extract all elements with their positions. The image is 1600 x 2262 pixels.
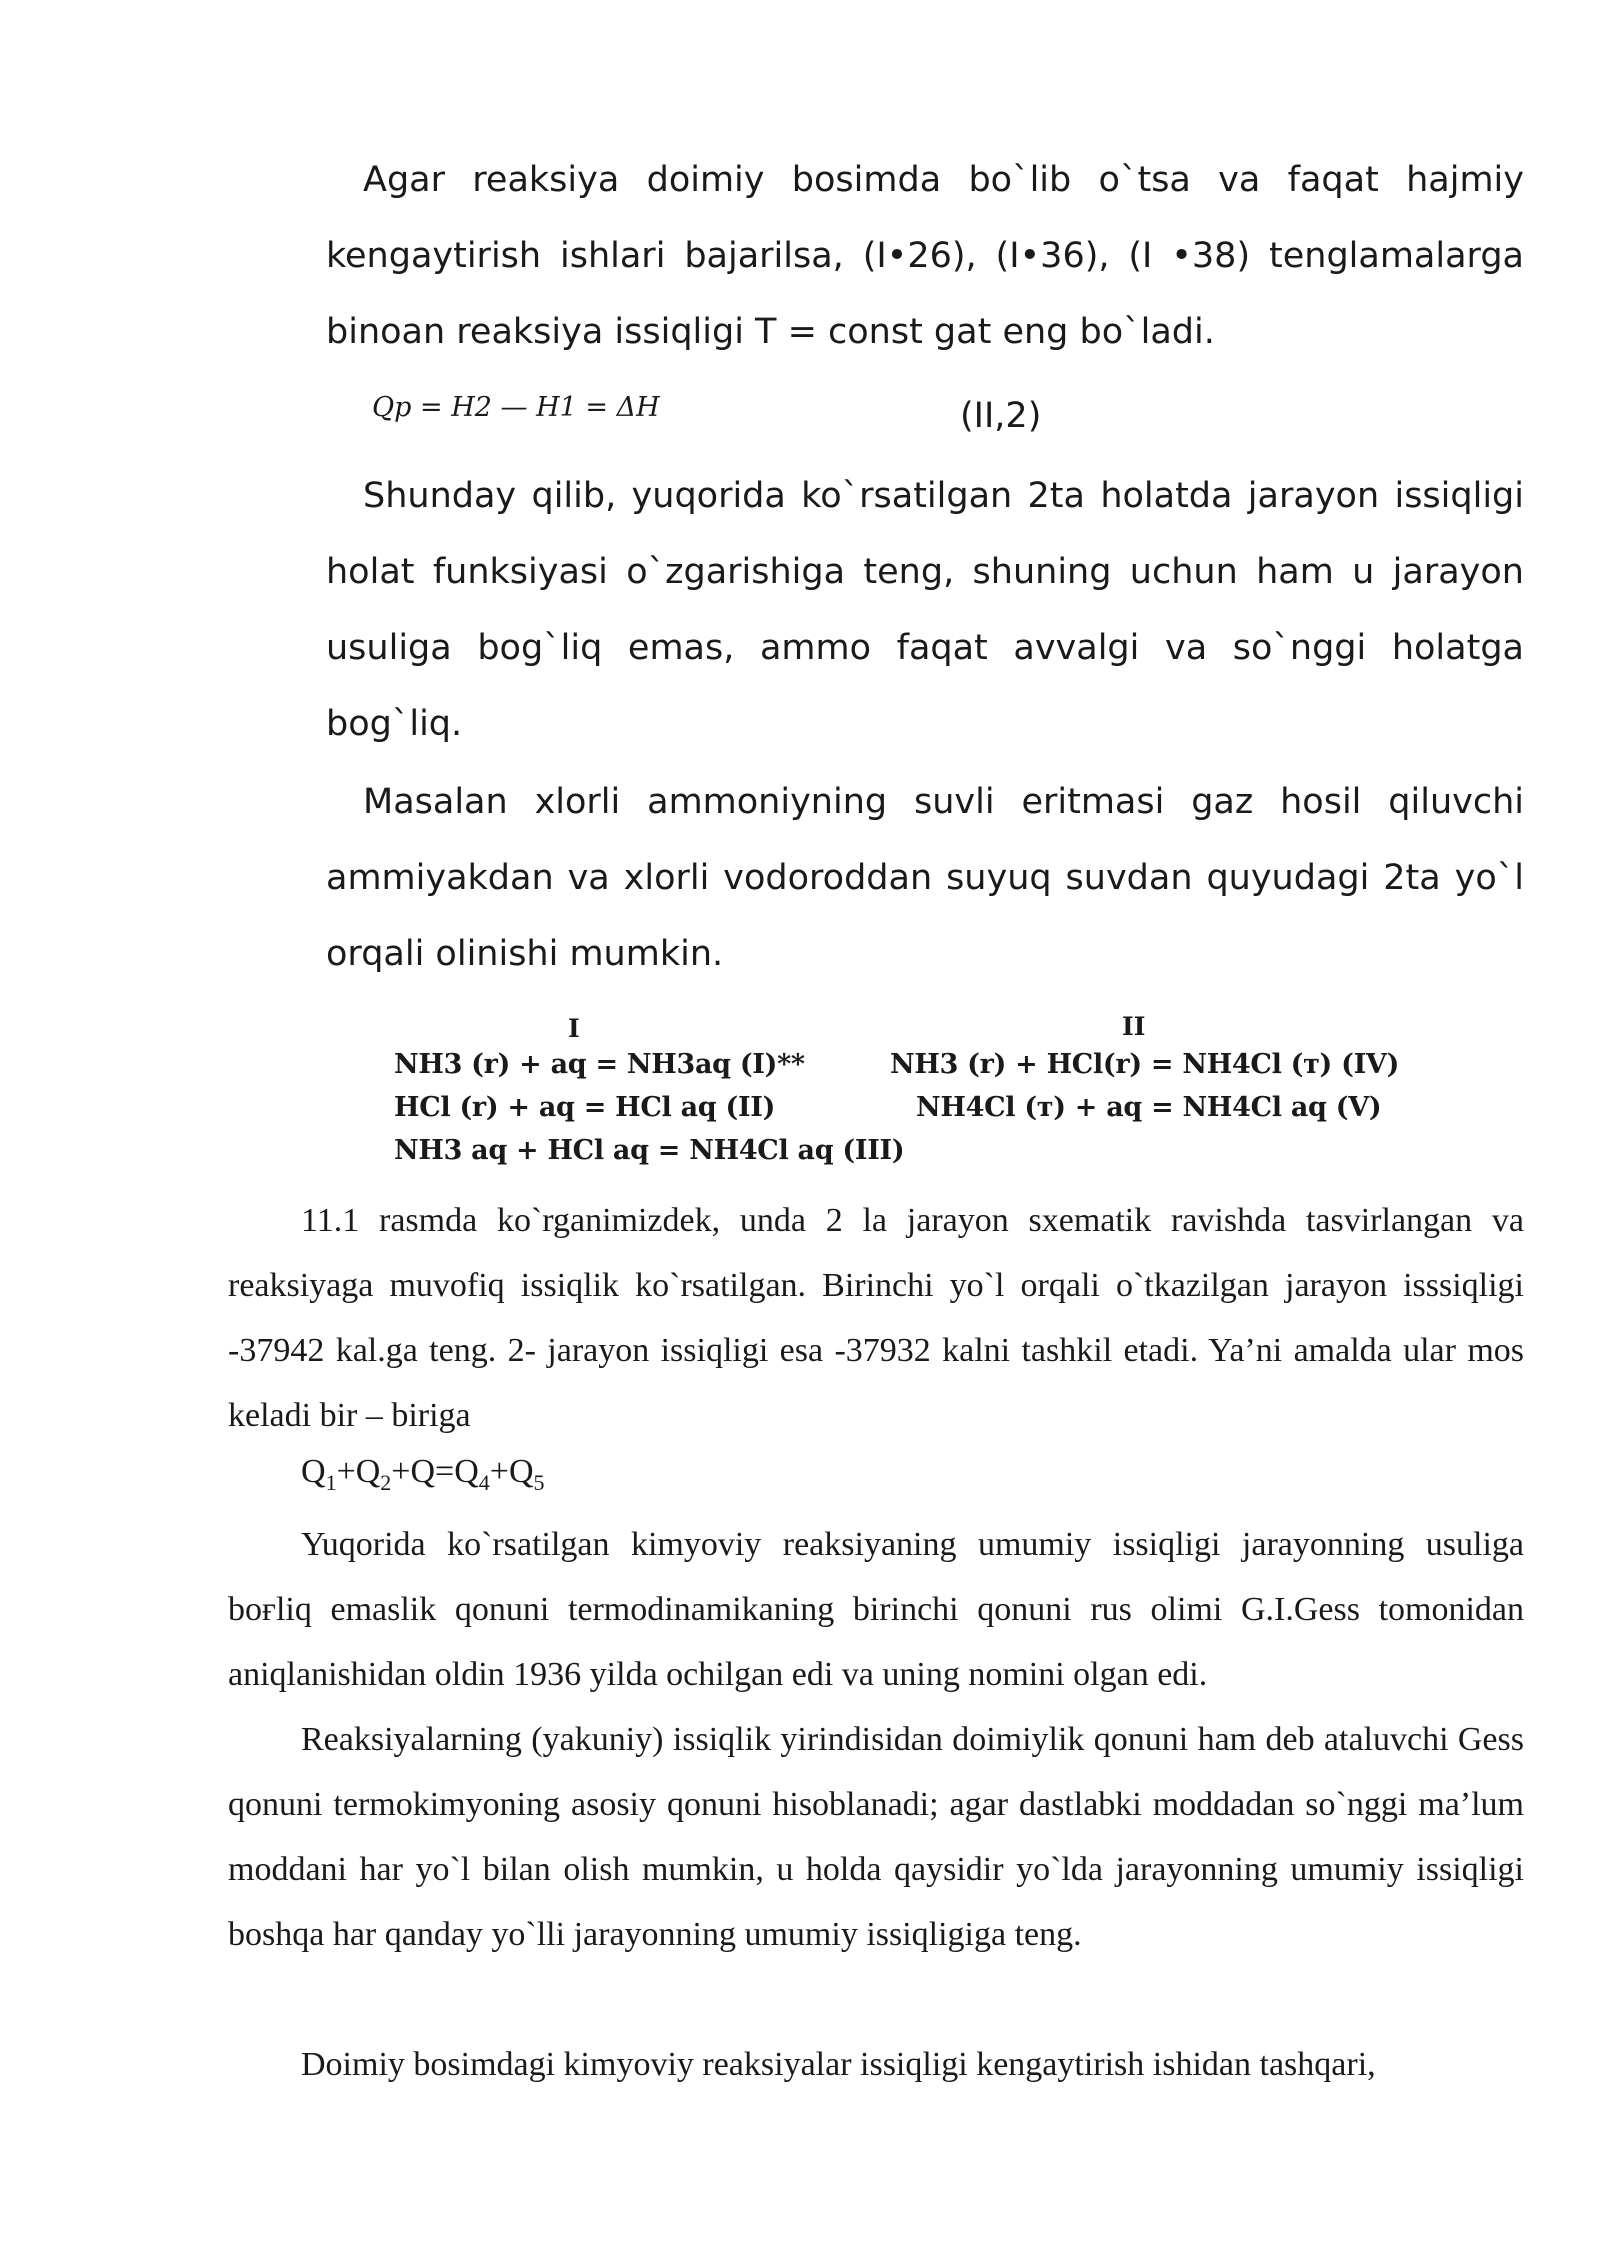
paragraph-state-function	[326, 458, 1524, 762]
paragraph-text: Reaksiyalarning (yakuniy) issiqlik yirindisidan doimiylik qonuni ham deb ataluvchi Gess qonuni termokimyoning asosiy qonuni hisoblanadi; agar dastlabki moddadan so`nggi ma’lum moddani har yo`l bilan olish mumkin, u holda qaysidir yo`lda jarayonning umumiy issiqligi boshqa har qanday yo`lli jarayonning umumiy issiqligiga teng.	[228, 1721, 1524, 1953]
formula-text: Qp = H2 — H1 = ΔH	[372, 392, 660, 423]
reaction-V: NH4Cl (т) + aq = NH4Cl aq (V)	[916, 1092, 1382, 1123]
heat-sum-equation: $Q_1+Q_2+Q=Q_4+Q_5$	[301, 1453, 545, 1495]
reaction-III: NH3 aq + HCl aq = NH4Cl aq (III)	[394, 1135, 905, 1166]
path-1-label: I	[568, 1014, 580, 1043]
formula-number: (II,2)	[960, 396, 1042, 436]
paragraph-constant-pressure	[326, 142, 1524, 370]
paragraph-gess-law	[228, 1707, 1524, 1967]
paragraph-constant-pressure-heat	[228, 2032, 1524, 2097]
paragraph-gess-history	[228, 1512, 1524, 1707]
paragraph-text: Masalan xlorli ammoniyning suvli eritmasi gaz hosil qiluvchi ammiyakdan va xlorli vodoroddan suyuq suvdan quyudagi 2ta yo`l orqali olinishi mumkin.	[326, 782, 1524, 974]
reaction-I: NH3 (r) + aq = NH3aq (I)**	[394, 1049, 805, 1080]
path-2-label: II	[1122, 1012, 1146, 1041]
paragraph-example	[326, 764, 1524, 992]
paragraph-text: Yuqorida ko`rsatilgan kimyoviy reaksiyaning umumiy issiqligi jarayonning usuliga boғliq emaslik qonuni termodinamikaning birinchi qonuni rus olimi G.I.Gess tomonidan aniqlanishidan oldin 1936 yilda ochilgan edi va uning nomini olgan edi.	[228, 1526, 1524, 1693]
paragraph-text: Agar reaksiya doimiy bosimda bo`lib o`tsa va faqat hajmiy kengaytirish ishlari bajarilsa, (I•26), (I•36), (I •38) tenglamalarga binoan reaksiya issiqligi T = const gat eng bo`ladi.	[326, 160, 1524, 352]
reaction-II: HCl (r) + aq = HCl aq (II)	[394, 1092, 776, 1123]
paragraph-text: Shunday qilib, yuqorida ko`rsatilgan 2ta holatda jarayon issiqligi holat funksiyasi o`zgarishiga teng, shuning uchun ham u jarayon usuliga bog`liq emas, ammo faqat avvalgi va so`nggi holatga bog`liq.	[326, 476, 1524, 744]
paragraph-text: 11.1 rasmda ko`rganimizdek, unda 2 la jarayon sxematik ravishda tasvirlangan va reaksiyaga muvofiq issiqlik ko`rsatilgan. Birinchi yo`l orqali o`tkazilgan jarayon isssiqligi -37942 kal.ga teng. 2- jarayon issiqligi esa -37932 kalni tashkil etadi. Ya’ni amalda ular mos keladi bir – biriga	[228, 1202, 1524, 1434]
paragraph-text: Doimiy bosimdagi kimyoviy reaksiyalar issiqligi kengaytirish ishidan tashqari,	[301, 2046, 1376, 2083]
reaction-IV: NH3 (r) + HCl(r) = NH4Cl (т) (IV)	[890, 1049, 1400, 1080]
enthalpy-formula	[372, 392, 660, 423]
paragraph-figure-explanation	[228, 1188, 1524, 1448]
